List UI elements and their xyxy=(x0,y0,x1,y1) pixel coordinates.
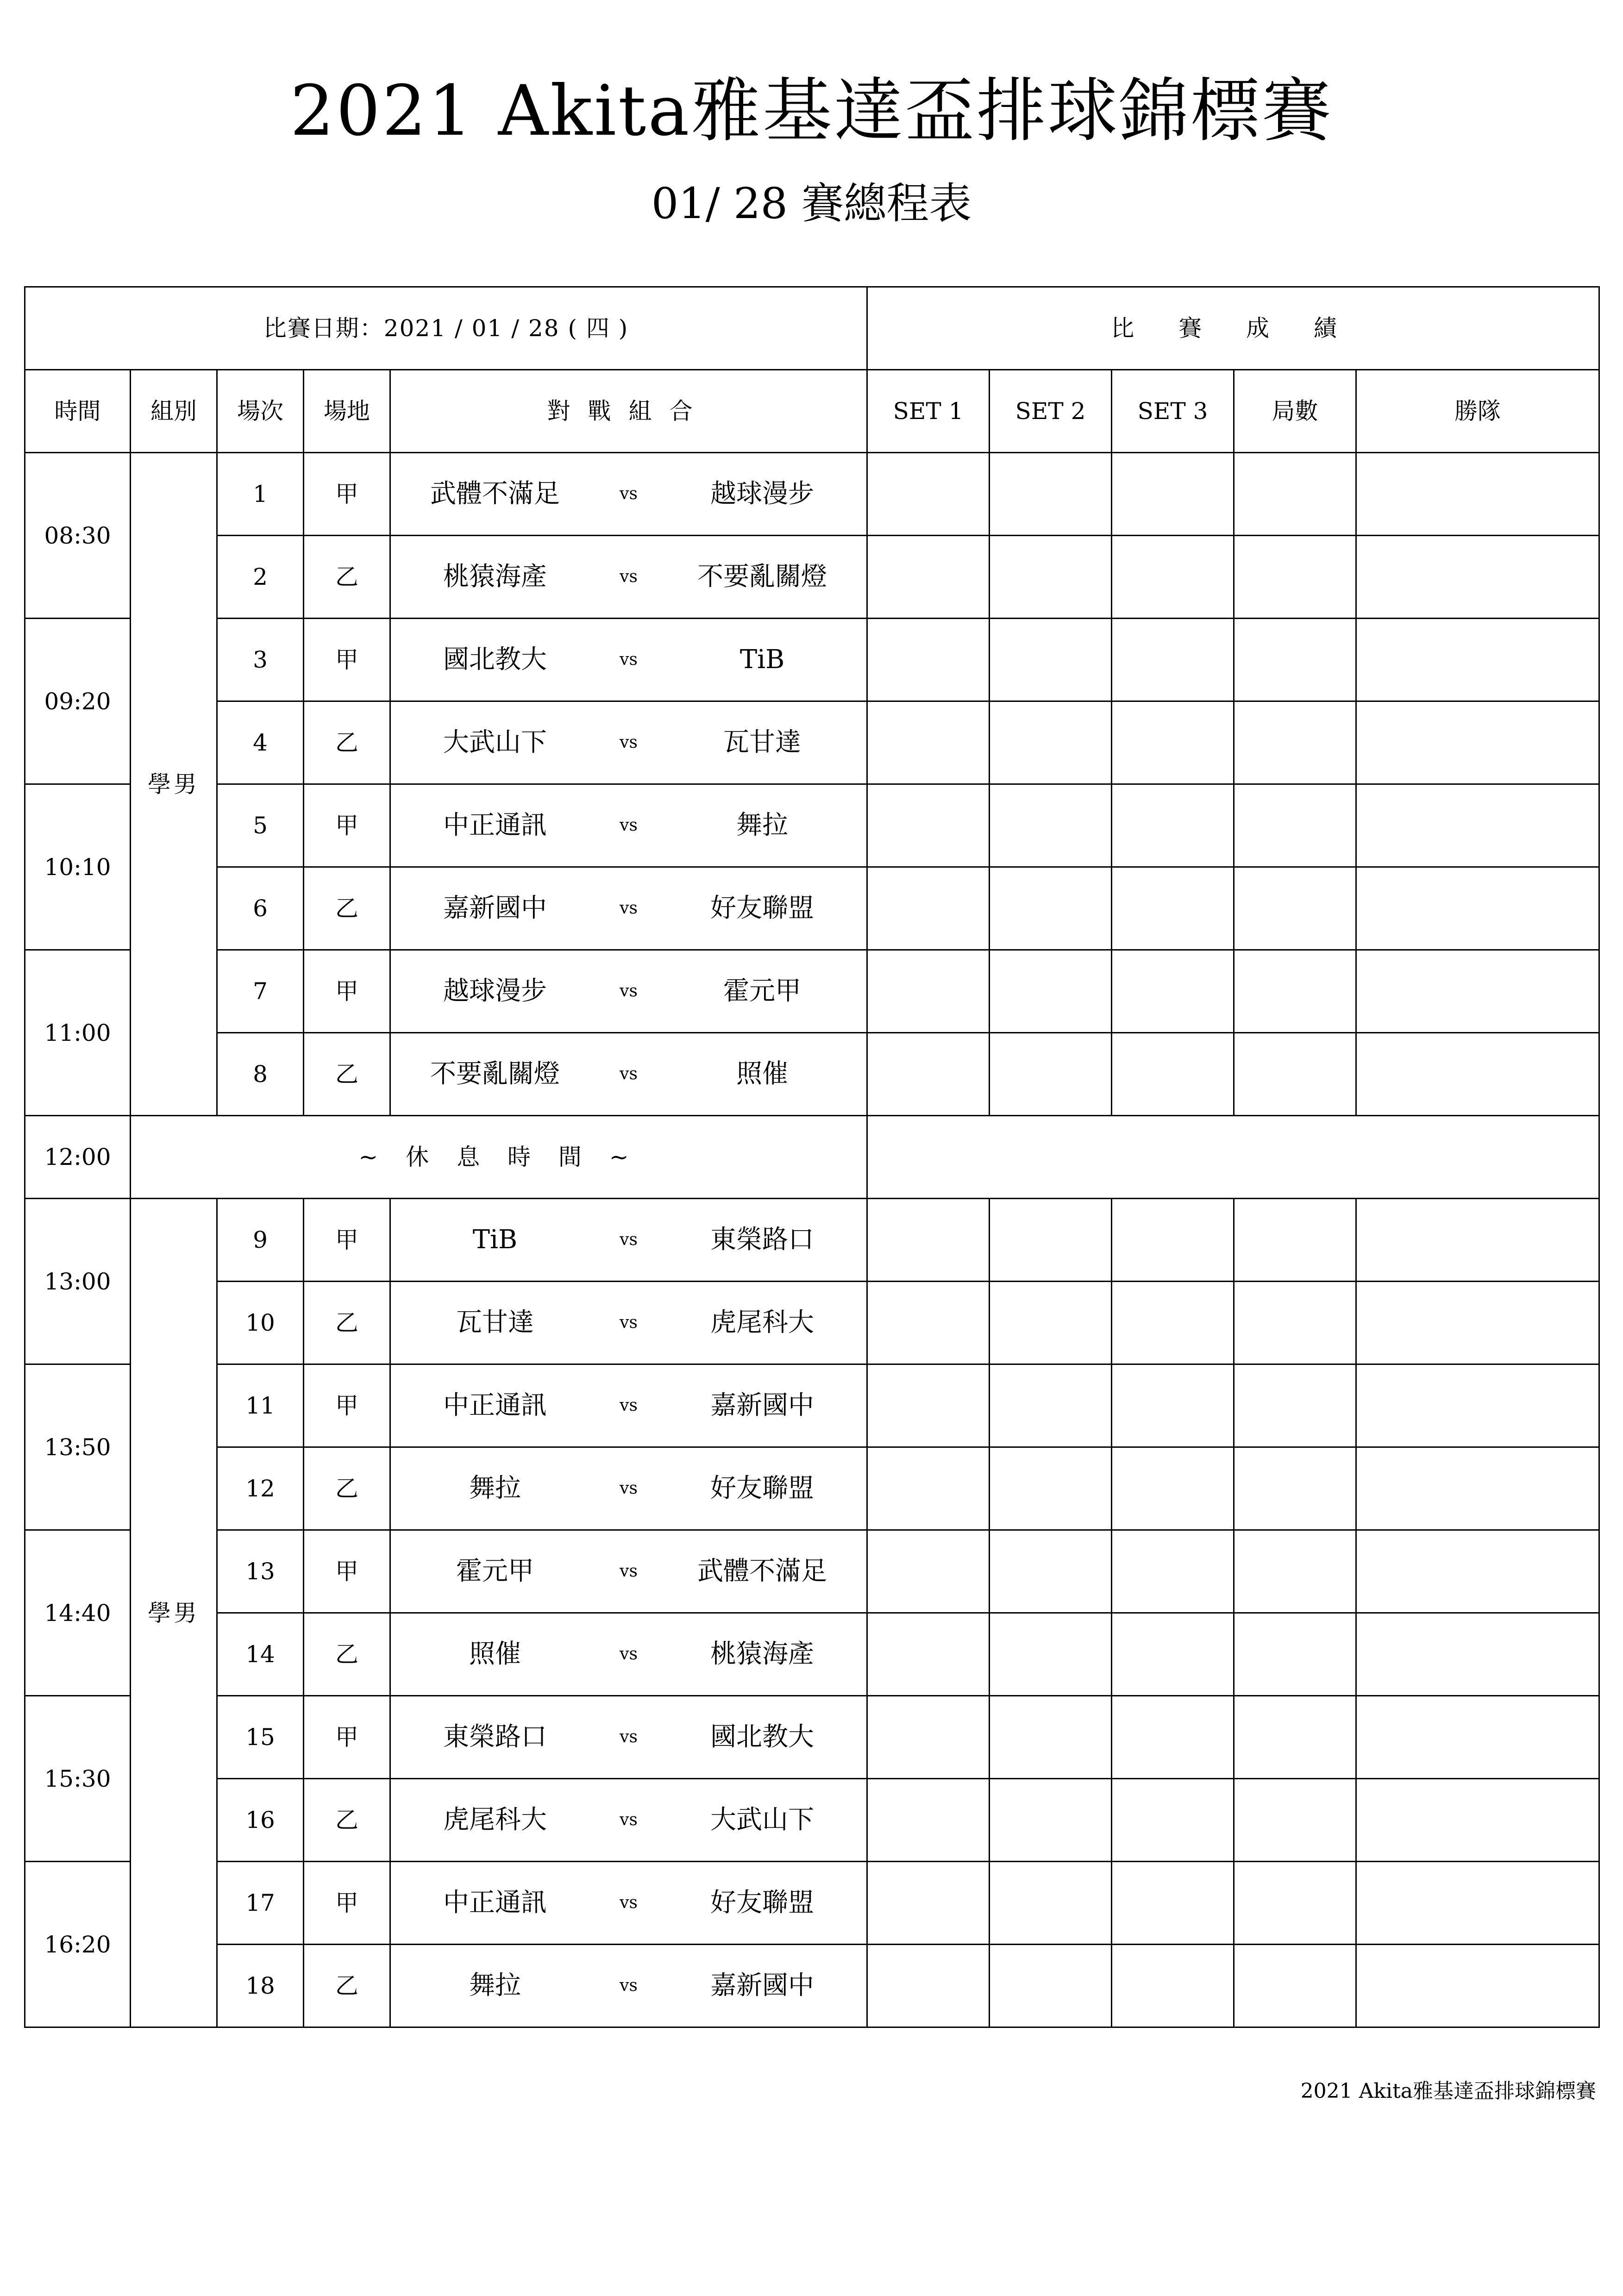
vs-label: vs xyxy=(620,1562,638,1581)
time-slot: 10:10 xyxy=(25,784,131,950)
matchup-pair xyxy=(391,1309,866,1337)
court: 甲 xyxy=(304,784,390,867)
schedule-table xyxy=(24,286,1600,2028)
winner-team xyxy=(1356,453,1599,536)
set1-score xyxy=(867,1530,990,1613)
winner-team xyxy=(1356,1199,1599,1282)
match-number: 11 xyxy=(217,1364,304,1447)
team-a: 大武山下 xyxy=(443,727,547,757)
set3-score xyxy=(1112,784,1234,867)
header-time: 時間 xyxy=(25,370,131,453)
team-b: 好友聯盟 xyxy=(710,893,815,923)
set1-score xyxy=(867,1696,990,1779)
winner-team xyxy=(1356,1945,1599,2027)
team-a: 中正通訊 xyxy=(443,1888,547,1918)
time-slot: 14:40 xyxy=(25,1530,131,1696)
winner-team xyxy=(1356,619,1599,701)
vs-label: vs xyxy=(620,733,638,752)
match-number: 1 xyxy=(217,453,304,536)
vs-label: vs xyxy=(620,484,638,503)
set2-score xyxy=(990,1033,1112,1116)
winner-team xyxy=(1356,1613,1599,1696)
games-count xyxy=(1234,1199,1356,1282)
header-matchup: 對戰組合 xyxy=(390,370,867,453)
match-number: 9 xyxy=(217,1199,304,1282)
set1-score xyxy=(867,1613,990,1696)
footer-text: 2021 Akita雅基達盃排球錦標賽 xyxy=(1300,2079,1596,2103)
court: 乙 xyxy=(304,867,390,950)
team-b: 武體不滿足 xyxy=(697,1556,827,1586)
header-set3: SET 3 xyxy=(1112,370,1234,453)
header-set1: SET 1 xyxy=(867,370,990,453)
team-a: 中正通訊 xyxy=(443,1390,547,1420)
team-b: 大武山下 xyxy=(710,1805,815,1835)
match-row xyxy=(25,1530,1599,1613)
set1-score xyxy=(867,1779,990,1862)
match-row xyxy=(25,867,1599,950)
header-winner: 勝隊 xyxy=(1356,370,1599,453)
matchup-cell xyxy=(390,1613,867,1696)
set3-score xyxy=(1112,1530,1234,1613)
team-b: 照催 xyxy=(736,1059,789,1089)
matchup-pair xyxy=(391,480,866,508)
set3-score xyxy=(1112,1613,1234,1696)
matchup-pair xyxy=(391,895,866,922)
matchup-pair xyxy=(391,646,866,674)
match-row xyxy=(25,784,1599,867)
matchup-cell xyxy=(390,1945,867,2027)
page-title: 2021 Akita雅基達盃排球錦標賽 xyxy=(290,71,1333,151)
match-row xyxy=(25,453,1599,536)
games-count xyxy=(1234,1364,1356,1447)
matchup-pair xyxy=(391,1226,866,1254)
matchup-cell xyxy=(390,1033,867,1116)
page-subtitle: 01/ 28 賽總程表 xyxy=(651,179,972,228)
team-b: 虎尾科大 xyxy=(710,1308,815,1338)
match-number: 4 xyxy=(217,701,304,784)
set3-score xyxy=(1112,453,1234,536)
matchup-cell xyxy=(390,453,867,536)
match-number: 5 xyxy=(217,784,304,867)
vs-label: vs xyxy=(620,567,638,586)
match-row xyxy=(25,1447,1599,1530)
team-a: TiB xyxy=(472,1225,518,1255)
team-b: 舞拉 xyxy=(736,810,789,840)
set2-score xyxy=(990,867,1112,950)
matchup-cell xyxy=(390,1199,867,1282)
court: 乙 xyxy=(304,536,390,619)
team-a: 舞拉 xyxy=(469,1473,521,1503)
header-group: 組別 xyxy=(131,370,217,453)
winner-team xyxy=(1356,701,1599,784)
winner-team xyxy=(1356,1779,1599,1862)
vs-label: vs xyxy=(620,1893,638,1912)
match-number: 14 xyxy=(217,1613,304,1696)
header-match-no: 場次 xyxy=(217,370,304,453)
games-count xyxy=(1234,784,1356,867)
set2-score xyxy=(990,1779,1112,1862)
team-a: 東榮路口 xyxy=(443,1722,547,1752)
team-b: 不要亂關燈 xyxy=(697,562,827,592)
court: 乙 xyxy=(304,1613,390,1696)
set3-score xyxy=(1112,1282,1234,1364)
matchup-pair xyxy=(391,977,866,1005)
time-slot: 16:20 xyxy=(25,1862,131,2027)
vs-label: vs xyxy=(620,899,638,918)
team-b: 好友聯盟 xyxy=(710,1888,815,1918)
set3-score xyxy=(1112,1199,1234,1282)
team-b: 霍元甲 xyxy=(723,976,802,1006)
rest-time: 12:00 xyxy=(25,1116,131,1199)
winner-team xyxy=(1356,536,1599,619)
set2-score xyxy=(990,1862,1112,1945)
team-a: 舞拉 xyxy=(469,1971,521,2001)
court: 甲 xyxy=(304,950,390,1033)
match-number: 13 xyxy=(217,1530,304,1613)
matchup-pair xyxy=(391,1392,866,1420)
games-count xyxy=(1234,1282,1356,1364)
matchup-cell xyxy=(390,1364,867,1447)
games-count xyxy=(1234,1696,1356,1779)
set2-score xyxy=(990,453,1112,536)
set1-score xyxy=(867,701,990,784)
team-b: 好友聯盟 xyxy=(710,1473,815,1503)
set2-score xyxy=(990,784,1112,867)
set1-score xyxy=(867,1945,990,2027)
match-row xyxy=(25,950,1599,1033)
team-a: 桃猿海產 xyxy=(443,562,547,592)
set1-score xyxy=(867,1282,990,1364)
team-a: 照催 xyxy=(469,1639,521,1669)
matchup-pair xyxy=(391,1558,866,1585)
games-count xyxy=(1234,1033,1356,1116)
matchup-cell xyxy=(390,950,867,1033)
matchup-cell xyxy=(390,1530,867,1613)
team-a: 瓦甘達 xyxy=(456,1308,534,1338)
set1-score xyxy=(867,1199,990,1282)
team-a: 國北教大 xyxy=(443,644,547,675)
time-slot: 08:30 xyxy=(25,453,131,619)
vs-label: vs xyxy=(620,982,638,1001)
matchup-pair xyxy=(391,1889,866,1917)
matchup-pair xyxy=(391,1723,866,1751)
match-number: 7 xyxy=(217,950,304,1033)
set1-score xyxy=(867,784,990,867)
vs-label: vs xyxy=(620,1396,638,1415)
vs-label: vs xyxy=(620,1976,638,1995)
match-row xyxy=(25,536,1599,619)
team-a: 嘉新國中 xyxy=(443,893,547,923)
set1-score xyxy=(867,536,990,619)
match-row xyxy=(25,701,1599,784)
set2-score xyxy=(990,1945,1112,2027)
time-slot: 11:00 xyxy=(25,950,131,1116)
set2-score xyxy=(990,1696,1112,1779)
winner-team xyxy=(1356,1033,1599,1116)
set2-score xyxy=(990,1364,1112,1447)
games-count xyxy=(1234,1613,1356,1696)
vs-label: vs xyxy=(620,1313,638,1332)
winner-team xyxy=(1356,950,1599,1033)
set2-score xyxy=(990,1613,1112,1696)
match-number: 17 xyxy=(217,1862,304,1945)
court: 乙 xyxy=(304,701,390,784)
set3-score xyxy=(1112,1945,1234,2027)
winner-team xyxy=(1356,1696,1599,1779)
winner-team xyxy=(1356,1364,1599,1447)
team-b: 越球漫步 xyxy=(710,479,815,509)
time-slot: 15:30 xyxy=(25,1696,131,1862)
winner-team xyxy=(1356,1530,1599,1613)
team-b: 國北教大 xyxy=(710,1722,815,1752)
match-number: 2 xyxy=(217,536,304,619)
match-number: 16 xyxy=(217,1779,304,1862)
team-a: 武體不滿足 xyxy=(430,479,560,509)
vs-label: vs xyxy=(620,1727,638,1746)
games-count xyxy=(1234,1447,1356,1530)
matchup-cell xyxy=(390,867,867,950)
match-number: 10 xyxy=(217,1282,304,1364)
matchup-cell xyxy=(390,1447,867,1530)
match-number: 18 xyxy=(217,1945,304,2027)
set3-score xyxy=(1112,701,1234,784)
set2-score xyxy=(990,1530,1112,1613)
team-b: 桃猿海產 xyxy=(710,1639,815,1669)
team-b: 東榮路口 xyxy=(710,1225,815,1255)
games-count xyxy=(1234,1530,1356,1613)
set1-score xyxy=(867,867,990,950)
set3-score xyxy=(1112,867,1234,950)
matchup-cell xyxy=(390,1282,867,1364)
group-label: 學男 xyxy=(131,1199,217,2027)
set2-score xyxy=(990,701,1112,784)
set1-score xyxy=(867,453,990,536)
header-games: 局數 xyxy=(1234,370,1356,453)
vs-label: vs xyxy=(620,1810,638,1829)
match-row xyxy=(25,1282,1599,1364)
winner-team xyxy=(1356,1862,1599,1945)
set3-score xyxy=(1112,1779,1234,1862)
set3-score xyxy=(1112,1696,1234,1779)
games-count xyxy=(1234,950,1356,1033)
matchup-pair xyxy=(391,1640,866,1668)
court: 甲 xyxy=(304,1696,390,1779)
matchup-cell xyxy=(390,1862,867,1945)
matchup-pair xyxy=(391,1475,866,1502)
match-row xyxy=(25,1364,1599,1447)
match-row xyxy=(25,1033,1599,1116)
match-number: 8 xyxy=(217,1033,304,1116)
results-banner: 比 賽 成 績 xyxy=(867,287,1599,370)
set1-score xyxy=(867,619,990,701)
rest-label: ~ 休 息 時 間 ~ xyxy=(131,1116,867,1199)
matchup-pair xyxy=(391,812,866,839)
court: 甲 xyxy=(304,1199,390,1282)
time-slot: 13:50 xyxy=(25,1364,131,1530)
court: 甲 xyxy=(304,453,390,536)
rest-results-blank xyxy=(867,1116,1599,1199)
match-number: 3 xyxy=(217,619,304,701)
court: 乙 xyxy=(304,1447,390,1530)
match-row xyxy=(25,1779,1599,1862)
set3-score xyxy=(1112,619,1234,701)
time-slot: 09:20 xyxy=(25,619,131,784)
court: 乙 xyxy=(304,1779,390,1862)
matchup-cell xyxy=(390,1696,867,1779)
team-b: 瓦甘達 xyxy=(723,727,802,757)
court: 乙 xyxy=(304,1945,390,2027)
team-b: 嘉新國中 xyxy=(710,1971,815,2001)
winner-team xyxy=(1356,867,1599,950)
team-a: 不要亂關燈 xyxy=(430,1059,560,1089)
matchup-cell xyxy=(390,1779,867,1862)
winner-team xyxy=(1356,784,1599,867)
team-a: 虎尾科大 xyxy=(443,1805,547,1835)
court: 甲 xyxy=(304,1862,390,1945)
vs-label: vs xyxy=(620,650,638,669)
group-label: 學男 xyxy=(131,453,217,1116)
winner-team xyxy=(1356,1447,1599,1530)
set2-score xyxy=(990,1199,1112,1282)
match-row xyxy=(25,1613,1599,1696)
match-number: 12 xyxy=(217,1447,304,1530)
set1-score xyxy=(867,1862,990,1945)
match-row xyxy=(25,1862,1599,1945)
rest-row xyxy=(25,1116,1599,1199)
court: 甲 xyxy=(304,1530,390,1613)
set2-score xyxy=(990,1282,1112,1364)
set3-score xyxy=(1112,536,1234,619)
games-count xyxy=(1234,619,1356,701)
vs-label: vs xyxy=(620,1230,638,1249)
vs-label: vs xyxy=(620,1064,638,1083)
set1-score xyxy=(867,1364,990,1447)
set2-score xyxy=(990,950,1112,1033)
set3-score xyxy=(1112,1033,1234,1116)
set2-score xyxy=(990,536,1112,619)
header-set2: SET 2 xyxy=(990,370,1112,453)
team-b: 嘉新國中 xyxy=(710,1390,815,1420)
matchup-cell xyxy=(390,701,867,784)
set3-score xyxy=(1112,1364,1234,1447)
team-a: 越球漫步 xyxy=(443,976,547,1006)
match-number: 6 xyxy=(217,867,304,950)
games-count xyxy=(1234,536,1356,619)
games-count xyxy=(1234,1862,1356,1945)
set2-score xyxy=(990,1447,1112,1530)
matchup-cell xyxy=(390,619,867,701)
matchup-pair xyxy=(391,1806,866,1834)
set1-score xyxy=(867,950,990,1033)
team-a: 中正通訊 xyxy=(443,810,547,840)
matchup-pair xyxy=(391,563,866,591)
match-row xyxy=(25,1199,1599,1282)
header-court: 場地 xyxy=(304,370,390,453)
set2-score xyxy=(990,619,1112,701)
court: 甲 xyxy=(304,619,390,701)
matchup-cell xyxy=(390,536,867,619)
games-count xyxy=(1234,1779,1356,1862)
set1-score xyxy=(867,1447,990,1530)
match-number: 15 xyxy=(217,1696,304,1779)
set1-score xyxy=(867,1033,990,1116)
court: 乙 xyxy=(304,1033,390,1116)
games-count xyxy=(1234,453,1356,536)
court: 乙 xyxy=(304,1282,390,1364)
match-row xyxy=(25,619,1599,701)
match-row xyxy=(25,1696,1599,1779)
set3-score xyxy=(1112,1447,1234,1530)
team-a: 霍元甲 xyxy=(456,1556,534,1586)
vs-label: vs xyxy=(620,1479,638,1498)
vs-label: vs xyxy=(620,816,638,835)
set3-score xyxy=(1112,950,1234,1033)
games-count xyxy=(1234,701,1356,784)
games-count xyxy=(1234,867,1356,950)
match-row xyxy=(25,1945,1599,2027)
team-b: TiB xyxy=(739,644,785,675)
set3-score xyxy=(1112,1862,1234,1945)
time-slot: 13:00 xyxy=(25,1199,131,1364)
matchup-pair xyxy=(391,1060,866,1088)
court: 甲 xyxy=(304,1364,390,1447)
date-banner: 比賽日期：2021 / 01 / 28 ( 四 ) xyxy=(25,287,867,370)
matchup-cell xyxy=(390,784,867,867)
winner-team xyxy=(1356,1282,1599,1364)
matchup-pair xyxy=(391,1972,866,2000)
vs-label: vs xyxy=(620,1645,638,1664)
matchup-pair xyxy=(391,729,866,757)
games-count xyxy=(1234,1945,1356,2027)
